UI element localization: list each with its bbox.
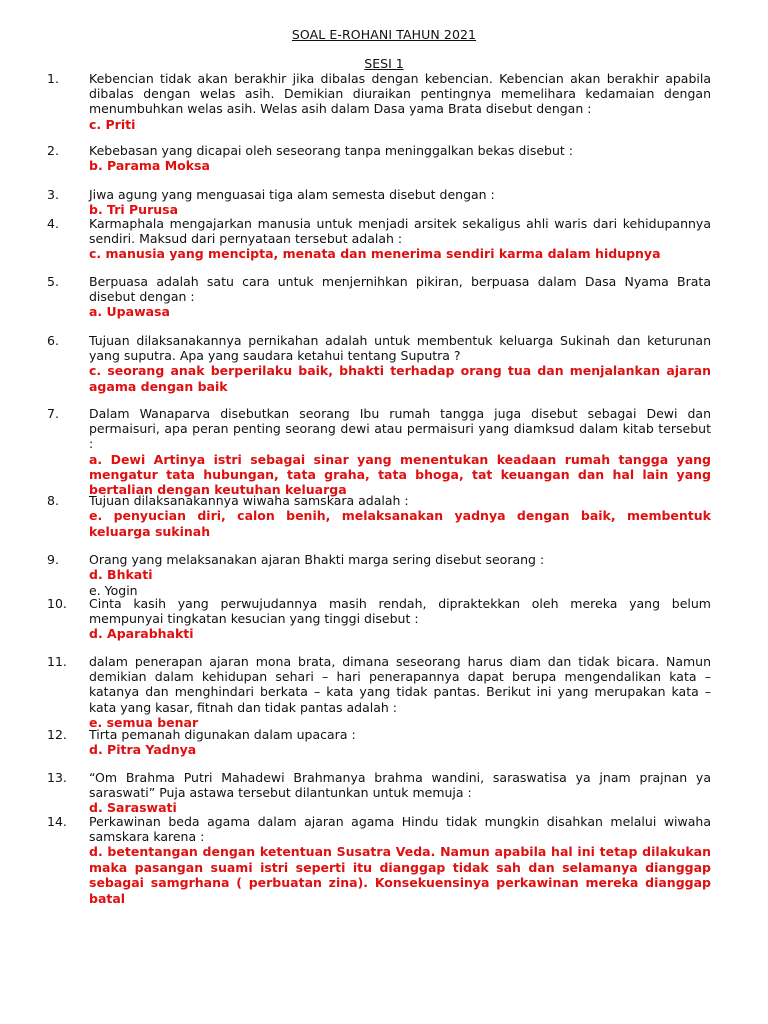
question-item [47, 596, 711, 642]
question-text: Tirta pemanah digunakan dalam upacara : [89, 727, 356, 742]
answer-text: b. Parama Moksa [89, 158, 210, 174]
question-text: Kebebasan yang dicapai oleh seseorang tanpa meninggalkan bekas disebut : [89, 143, 573, 158]
question-number: 2. [47, 143, 59, 158]
question-text: Tujuan dilaksanakannya pernikahan adalah untuk membentuk keluarga Sukinah dan keturunan yang suputra. Apa yang saudara ketahui tentang Suputra ? [89, 333, 711, 364]
question-text: Perkawinan beda agama dalam ajaran agama Hindu tidak mungkin disahkan melalui wiwaha samskara karena : [89, 814, 711, 845]
question-number: 6. [47, 333, 59, 348]
question-item [47, 552, 711, 598]
question-number: 7. [47, 406, 59, 421]
answer-text: d. Saraswati [89, 800, 177, 816]
answer-text: d. betentangan dengan ketentuan Susatra Veda. Namun apabila hal ini tetap dilakukan maka pasangan suami istri seperti itu dianggap tidak sah dan selamanya dianggap sebagai samgrhana ( perbuatan zina). Konsekuensinya perkawinan mereka dianggap batal [89, 844, 711, 906]
question-number: 13. [47, 770, 67, 785]
question-item [47, 727, 711, 758]
question-text: “Om Brahma Putri Mahadewi Brahmanya brahma wandini, saraswatisa ya jnam prajnan ya saraswati” Puja astawa tersebut dilantunkan untuk memuja : [89, 770, 711, 801]
question-text: Tujuan dilaksanakannya wiwaha samskara adalah : [89, 493, 409, 508]
question-number: 3. [47, 187, 59, 202]
answer-text: e. semua benar [89, 714, 199, 730]
question-number: 9. [47, 552, 59, 567]
question-text: Cinta kasih yang perwujudannya masih rendah, dipraktekkan oleh mereka yang belum mempunyai tingkatan kesucian yang tinggi disebut : [89, 596, 711, 627]
question-item [47, 333, 711, 394]
question-item [47, 216, 711, 262]
answer-text: a. Upawasa [89, 304, 170, 320]
question-number: 4. [47, 216, 59, 231]
question-item [47, 770, 711, 816]
question-number: 10. [47, 596, 67, 611]
question-item [47, 187, 711, 218]
answer-text: c. seorang anak berperilaku baik, bhakti terhadap orang tua dan menjalankan ajaran agama dengan baik [89, 363, 711, 394]
question-text: Jiwa agung yang menguasai tiga alam semesta disebut dengan : [89, 187, 495, 202]
question-text: Karmaphala mengajarkan manusia untuk menjadi arsitek sekaligus ahli waris dari kehidupannya sendiri. Maksud dari pernyataan tersebut adalah : [89, 216, 711, 247]
question-item [47, 143, 711, 174]
question-item [47, 406, 711, 498]
question-item [47, 654, 711, 730]
document-title: SOAL E-ROHANI TAHUN 2021 [291, 27, 477, 42]
answer-text: d. Pitra Yadnya [89, 742, 197, 758]
answer-text: d. Aparabhakti [89, 626, 194, 642]
question-text: Dalam Wanaparva disebutkan seorang Ibu rumah tangga juga disebut sebagai Dewi dan permaisuri, apa peran penting seorang dewi atau permaisuri yang diamksud dalam kitab tersebut : [89, 406, 711, 452]
question-number: 5. [47, 274, 59, 289]
answer-text: d. Bhkati [89, 567, 153, 583]
answer-text: c. Priti [89, 116, 136, 132]
question-item [47, 274, 711, 320]
option-text: e. Yogin [89, 582, 138, 598]
question-text: Berpuasa adalah satu cara untuk menjernihkan pikiran, berpuasa dalam Dasa Nyama Brata disebut dengan : [89, 274, 711, 305]
question-item [47, 71, 711, 132]
question-number: 11. [47, 654, 67, 669]
question-text: Kebencian tidak akan berakhir jika dibalas dengan kebencian. Kebencian akan berakhir apabila dibalas dengan welas asih. Demikian diuraikan pentingnya memelihara kedamaian dengan menumbuhkan welas asih. Welas asih dalam Dasa yama Brata disebut dengan : [89, 71, 711, 117]
question-text: Orang yang melaksanakan ajaran Bhakti marga sering disebut seorang : [89, 552, 545, 567]
answer-text: b. Tri Purusa [89, 202, 179, 218]
question-number: 12. [47, 727, 67, 742]
question-text: dalam penerapan ajaran mona brata, dimana seseorang harus diam dan tidak bicara. Namun demikian dalam kehidupan sehari – hari penerapannya dapat berupa mengendalikan kata – katanya dan menghindari berkata – kata yang tidak pantas. Berikut ini yang merupakan kata – kata yang kasar, fitnah dan tidak pantas adalah : [89, 654, 711, 715]
question-item [47, 493, 711, 539]
question-number: 8. [47, 493, 59, 508]
question-item [47, 814, 711, 906]
answer-text: a. Dewi Artinya istri sebagai sinar yang menentukan keadaan rumah tangga yang mengatur tata hubungan, tata graha, tata bhoga, tat keuangan dan hal lain yang bertalian dengan keutuhan keluarga [89, 451, 711, 498]
section-heading: SESI 1 [364, 56, 404, 71]
answer-text: e. penyucian diri, calon benih, melaksanakan yadnya dengan baik, membentuk keluarga sukinah [89, 508, 711, 539]
question-number: 1. [47, 71, 59, 86]
answer-text: c. manusia yang mencipta, menata dan menerima sendiri karma dalam hidupnya [89, 246, 661, 262]
question-number: 14. [47, 814, 67, 829]
